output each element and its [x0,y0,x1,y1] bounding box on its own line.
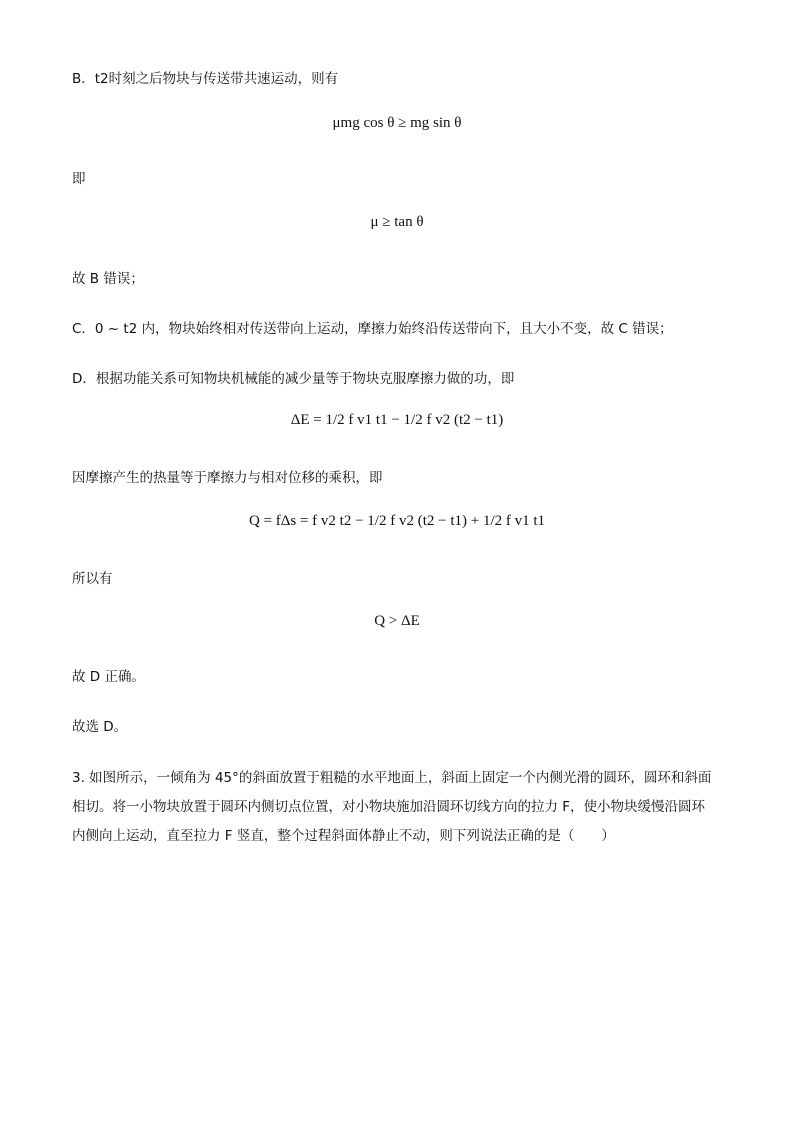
equation-heat-q: Q = fΔs = f v2 t2 − 1/2 f v2 (t2 − t1) + 1/2 f v1 t1 [248,513,546,529]
option-b-intro: B．t2时刻之后物块与传送带共速运动，则有 [72,71,339,87]
question-3-line-2: 相切。将一小物块放置于圆环内侧切点位置，对小物块施加沿圆环切线方向的拉力 F，使小物块缓慢沿圆环 [72,799,706,815]
text-heat-intro: 因摩擦产生的热量等于摩擦力与相对位移的乘积，即 [72,470,383,486]
option-d-intro: D．根据功能关系可知物块机械能的减少量等于物块克服摩擦力做的功，即 [72,371,515,387]
option-b-conclusion: 故 B 错误； [72,271,144,287]
equation-delta-e: ΔE = 1/2 f v1 t1 − 1/2 f v2 (t2 − t1) [290,412,504,428]
text-suoyi: 所以有 [72,571,113,587]
equation-friction-inequality: μmg cos θ ≥ mg sin θ [332,115,462,131]
option-c-text: C．0 ~ t2 内，物块始终相对传送带向上运动，摩擦力始终沿传送带向下，且大小不变，故 C 错误； [72,321,673,337]
option-d-conclusion: 故 D 正确。 [72,669,145,685]
question-3-line-3: 内侧向上运动，直至拉力 F 竖直，整个过程斜面体静止不动，则下列说法正确的是（ ） [72,828,615,844]
equation-mu-tan: μ ≥ tan θ [370,214,424,230]
question-3-line-1: 3. 如图所示，一倾角为 45°的斜面放置于粗糙的水平地面上，斜面上固定一个内侧光滑的圆环，圆环和斜面 [72,770,712,786]
equation-q-gt-de: Q > ΔE [374,613,420,629]
text-ji-1: 即 [72,171,86,187]
answer-choice: 故选 D。 [72,719,128,735]
